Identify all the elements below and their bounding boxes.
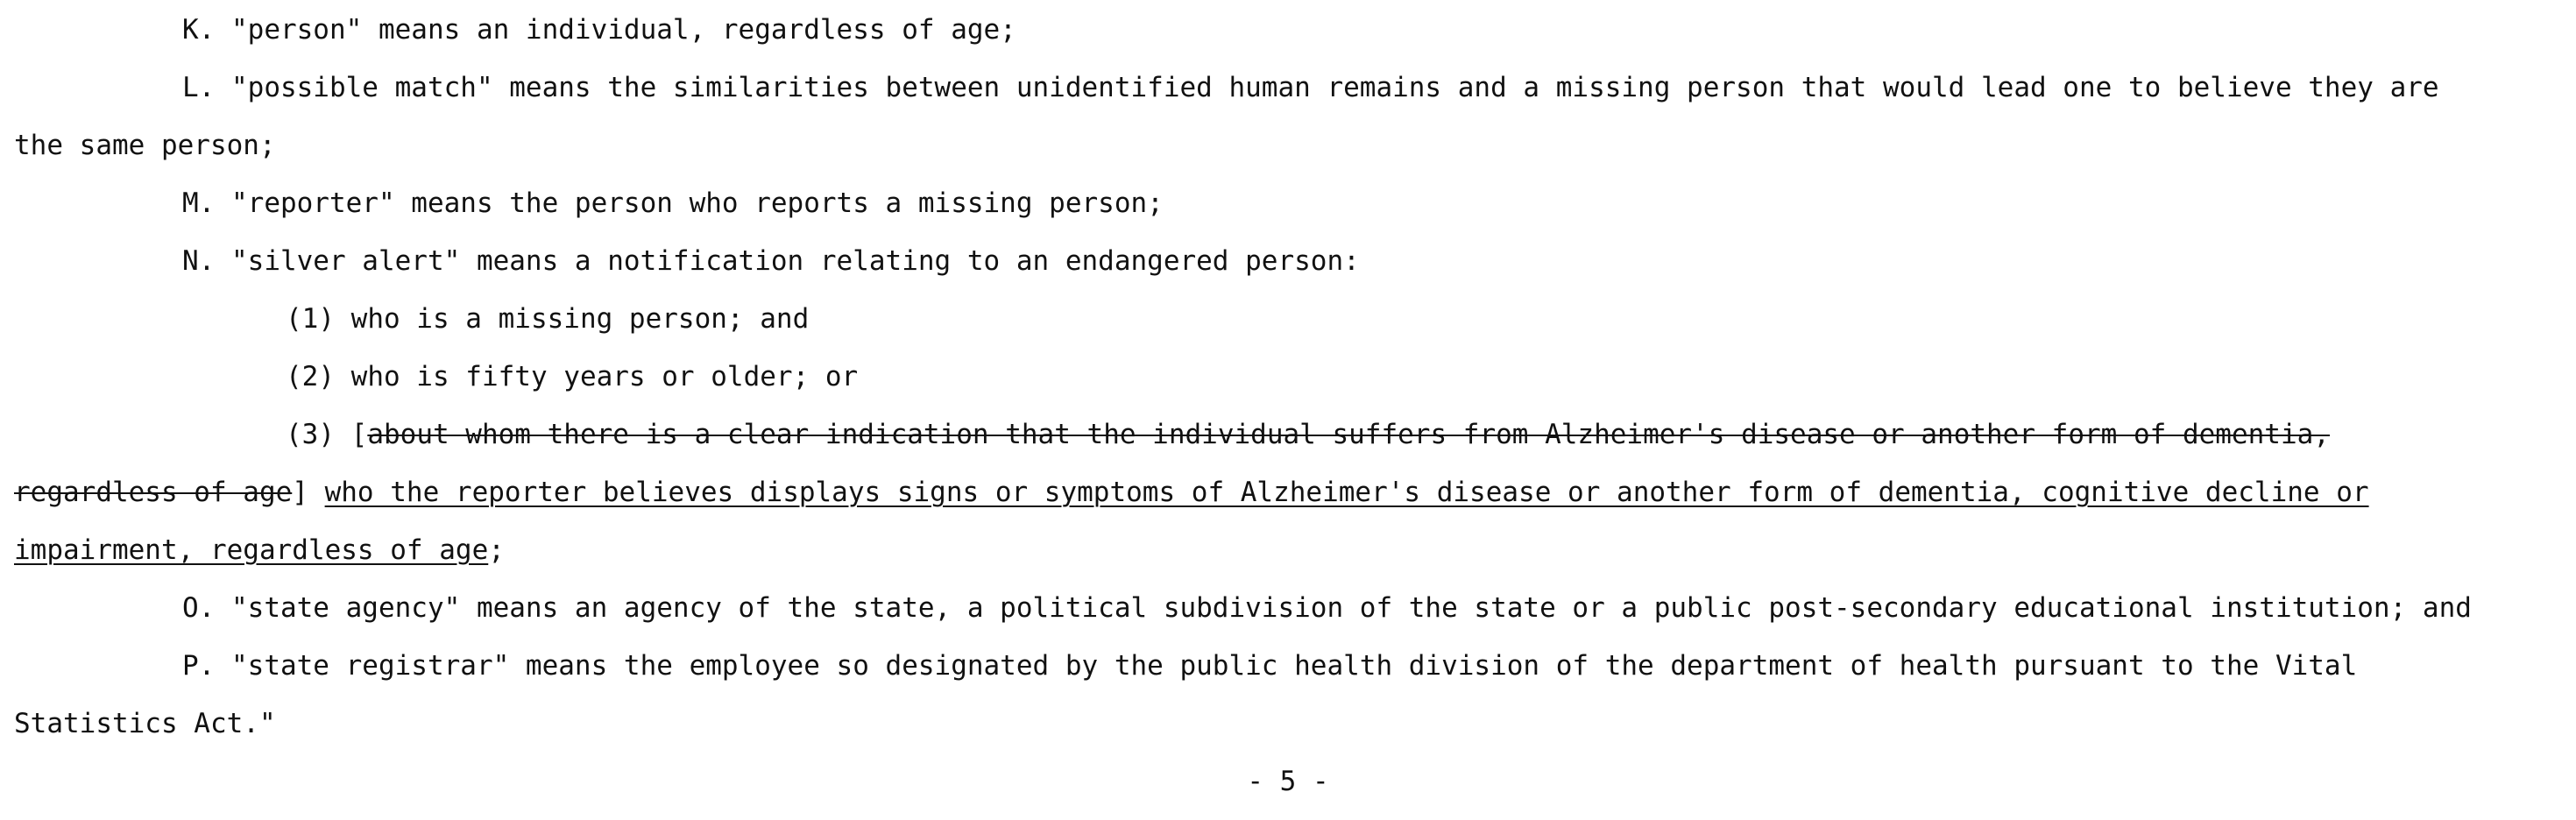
subitem-3-continued [14,475,2369,510]
definition-m: M. "reporter" means the person who reports a missing person; [182,187,1164,219]
definition-o: O. "state agency" means an agency of the state, a political subdivision of the state or a public post-secondary educational institution; and [182,592,2472,624]
definition-l-continued: the same person; [14,130,276,161]
inserted-text-continued: impairment, regardless of age [14,534,489,566]
page-number: - 5 - [1247,766,1329,797]
bracket-close: ] [292,477,325,508]
subitem-3-end [14,533,505,568]
subitem-3-prefix: (3) [ [286,419,368,450]
definition-n: N. "silver alert" means a notification relating to an endangered person: [182,245,1360,277]
subitem-2: (2) who is fifty years or older; or [286,361,859,392]
deleted-text: about whom there is a clear indication that the individual suffers from Alzheimer's disease or another form of dementia, [367,419,2330,450]
subitem-3-suffix: ; [488,534,505,566]
definition-k: K. "person" means an individual, regardless of age; [182,14,1016,46]
subitem-1: (1) who is a missing person; and [286,303,810,335]
definition-p: P. "state registrar" means the employee so designated by the public health division of the department of health pursuant to the Vital [182,650,2358,682]
definition-p-continued: Statistics Act." [14,708,276,739]
subitem-3 [286,417,2330,452]
deleted-text-continued: regardless of age [14,477,293,508]
definition-l: L. "possible match" means the similarities between unidentified human remains and a missing person that would lead one to believe they are [182,72,2439,103]
inserted-text: who the reporter believes displays signs or symptoms of Alzheimer's disease or another form of dementia, cognitive decline or [324,477,2369,508]
